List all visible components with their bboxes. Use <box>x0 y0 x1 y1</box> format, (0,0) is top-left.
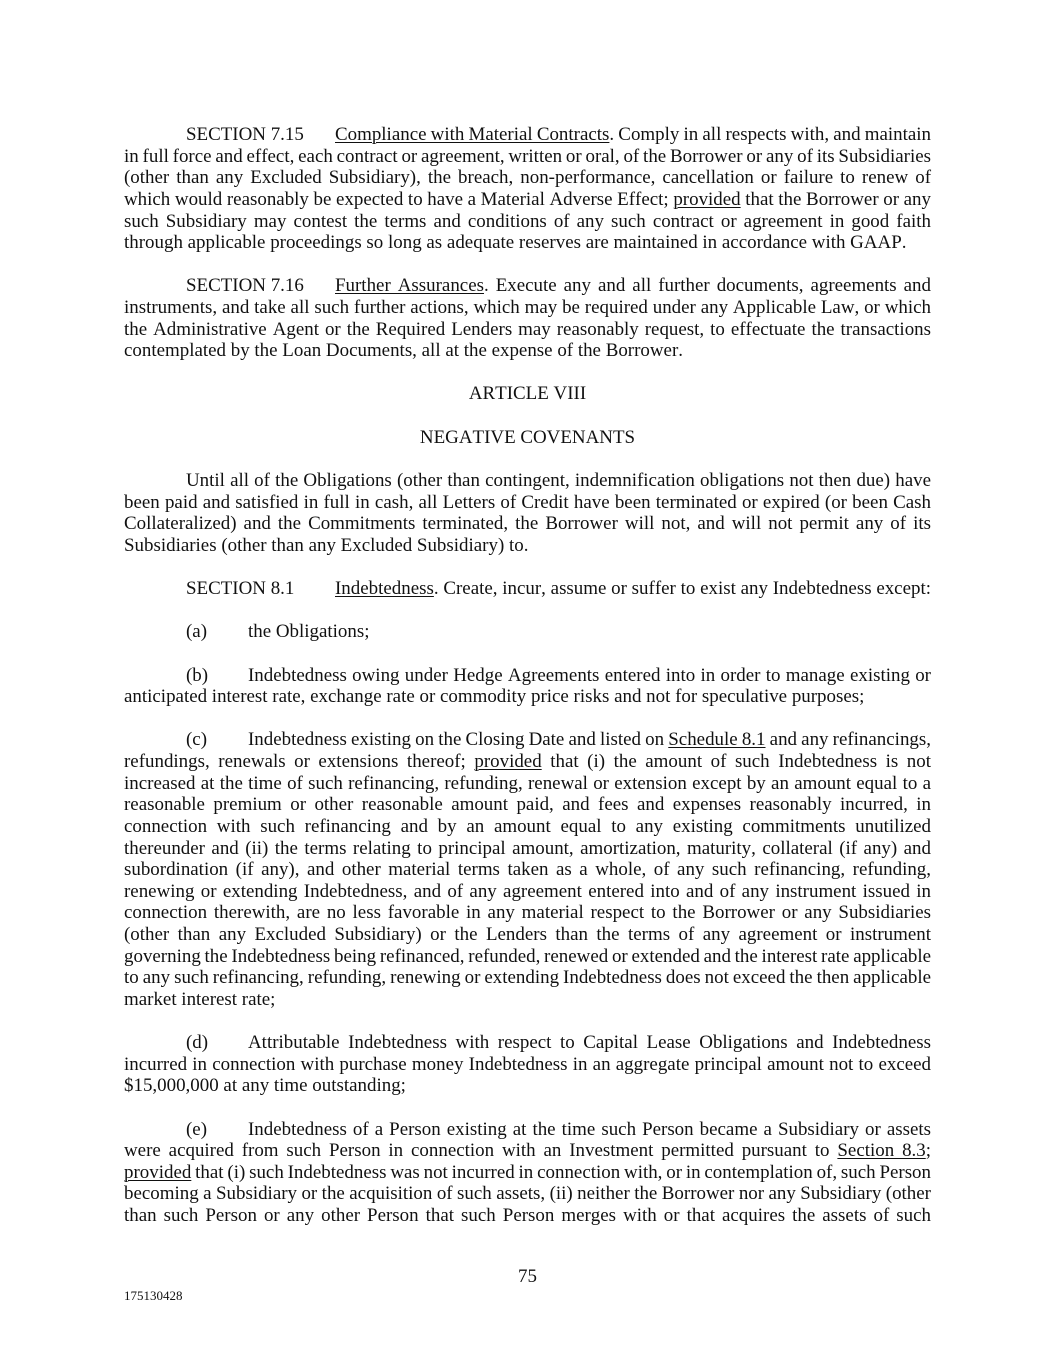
underlined-term: provided <box>673 188 741 210</box>
text-line <box>124 470 931 492</box>
line-text: Subsidiaries (other than any Excluded Subsidiary) to. <box>124 534 529 556</box>
text-line <box>124 751 931 773</box>
text-line <box>124 297 931 319</box>
document-page <box>124 124 931 1248</box>
line-text: contemplated by the Loan Documents, all at the expense of the Borrower. <box>124 340 683 362</box>
clause-c <box>124 729 931 1010</box>
text-line <box>124 1162 931 1184</box>
underlined-term: provided <box>474 751 542 772</box>
clause-a <box>124 621 931 643</box>
line-text: to any such refinancing, refunding, renewing or extending Indebtedness does not exceed the then applicable <box>124 967 931 989</box>
line-text: which would reasonably be expected to have a Material Adverse Effect; <box>124 188 674 210</box>
underlined-term: provided <box>124 1161 192 1183</box>
clause-label: (b) <box>186 664 209 686</box>
text-line <box>124 665 931 687</box>
line-text: the Administrative Agent or the Required Lenders may reasonably request, to effectuate the transactions <box>124 318 931 340</box>
text-line <box>124 513 931 535</box>
line-text: Indebtedness owing under Hedge Agreements entered into in order to manage existing or <box>248 664 931 686</box>
clause-label: (e) <box>186 1118 208 1140</box>
text-line <box>124 1140 931 1162</box>
text-line <box>124 211 931 233</box>
text-line <box>124 1054 931 1076</box>
text-line <box>124 578 931 600</box>
line-text: thereunder and (ii) the terms relating to principal amount, amortization, maturity, collateral (if any) and <box>124 837 931 859</box>
text-line <box>124 340 931 362</box>
section-8-1-paragraph <box>124 578 931 600</box>
line-text: the Obligations; <box>248 621 370 643</box>
line-text: (other than any Excluded Subsidiary), the breach, non-performance, cancellation or failure to renew of <box>124 167 931 189</box>
line-text: (other than any Excluded Subsidiary) or the Lenders than the terms of any agreement or instrument <box>124 924 931 945</box>
clause-label: (c) <box>186 729 208 751</box>
text-line <box>124 859 931 881</box>
line-text: subordination (if any), and other material terms taken as a whole, of any such refinancing, refunding, <box>124 859 931 881</box>
line-text: anticipated interest rate, exchange rate or commodity price risks and not for speculative purposes; <box>124 686 865 708</box>
text-line <box>124 881 931 903</box>
line-text: market interest rate; <box>124 988 276 1010</box>
section-7-16-paragraph <box>124 275 931 362</box>
line-text: incurred in connection with purchase money Indebtedness in an aggregate principal amount not to exceed <box>124 1053 931 1075</box>
line-text: Until all of the Obligations (other than contingent, indemnification obligations not then due) have <box>186 469 931 491</box>
line-text: Attributable Indebtedness with respect to Capital Lease Obligations and Indebtedness <box>248 1032 931 1054</box>
text-line <box>124 189 931 211</box>
document-id: 175130428 <box>124 1288 183 1303</box>
page-number: 75 <box>518 1266 537 1287</box>
line-text: . Execute any and all further documents, agreements and <box>483 275 931 297</box>
line-text: governing the Indebtedness being refinanced, refunded, renewed or extended and the interest rate applicable <box>124 945 931 967</box>
text-line <box>124 967 931 989</box>
article-title: NEGATIVE COVENANTS <box>419 426 636 448</box>
line-text: than such Person or any other Person that such Person merges with or that acquires the assets of such <box>124 1205 931 1227</box>
section-label: SECTION 7.16 <box>186 275 304 297</box>
text-line <box>124 902 931 924</box>
clause-d <box>124 1032 931 1097</box>
line-text: . Create, incur, assume or suffer to exist any Indebtedness except: <box>433 578 931 600</box>
text-line <box>124 167 931 189</box>
text-line <box>124 275 931 297</box>
line-text: that (i) the amount of such Indebtedness is not <box>541 751 931 772</box>
negative-covenants-intro <box>124 470 931 557</box>
text-line <box>124 1205 931 1227</box>
line-text: and any refinancings, <box>765 729 931 751</box>
line-text: Collateralized) and the Commitments terminated, the Borrower will not, and will not permit any of its <box>124 513 931 535</box>
section-heading: Indebtedness <box>335 578 434 600</box>
line-text: refundings, renewals or extensions thereof; <box>124 751 475 772</box>
clause-label: (d) <box>186 1032 209 1054</box>
text-line <box>124 124 931 146</box>
text-line <box>124 946 931 968</box>
line-text: $15,000,000 at any time outstanding; <box>124 1075 406 1097</box>
line-text: been paid and satisfied in full in cash, all Letters of Credit have been terminated or expired (or been Cash <box>124 491 931 513</box>
line-text: in full force and effect, each contract or agreement, written or oral, of the Borrower or any of its Subsidiaries <box>124 145 931 167</box>
line-text: renewing or extending Indebtedness, and of any agreement entered into and of any instrument issued in <box>124 880 931 902</box>
text-line <box>124 535 931 557</box>
line-text: instruments, and take all such further actions, which may be required under any Applicable Law, or which <box>124 296 931 318</box>
text-line <box>124 621 931 643</box>
clause-e <box>124 1119 931 1227</box>
clause-b <box>124 665 931 708</box>
line-text: that the Borrower or any <box>740 188 931 210</box>
section-heading: Compliance with Material Contracts <box>335 124 610 145</box>
line-text: becoming a Subsidiary or the acquisition of such assets, (ii) neither the Borrower nor any Subsidiary (other <box>124 1183 931 1205</box>
line-text: connection therewith, are no less favorable in any material respect to the Borrower or any Subsidiaries <box>124 902 931 924</box>
line-text: Indebtedness existing on the Closing Date and listed on <box>248 729 669 751</box>
text-line <box>124 729 931 751</box>
line-text: through applicable proceedings so long as adequate reserves are maintained in accordance with GAAP. <box>124 232 907 254</box>
text-line <box>124 232 931 254</box>
text-line <box>124 1032 931 1054</box>
text-line <box>124 924 931 946</box>
article-number: ARTICLE VIII <box>468 383 587 405</box>
text-line <box>124 686 931 708</box>
text-line <box>124 492 931 514</box>
text-line <box>124 816 931 838</box>
text-line <box>124 1075 931 1097</box>
line-text: were acquired from such Person in connection with an Investment permitted pursuant to <box>124 1140 838 1162</box>
text-line <box>124 146 931 168</box>
text-line <box>124 838 931 860</box>
line-text: reasonable premium or other reasonable amount paid, and fees and expenses reasonably incurred, in <box>124 794 931 816</box>
text-line <box>124 773 931 795</box>
text-line <box>124 1183 931 1205</box>
line-text: that (i) such Indebtedness was not incurred in connection with, or in contemplation of, such Person <box>191 1161 931 1183</box>
clause-label: (a) <box>186 621 208 643</box>
section-label: SECTION 8.1 <box>186 578 295 600</box>
text-line <box>124 1119 931 1141</box>
line-text: ; <box>925 1140 932 1162</box>
line-text: such Subsidiary may contest the terms and conditions of any such contract or agreement in good faith <box>124 210 931 232</box>
text-line <box>124 794 931 816</box>
underlined-term: Schedule 8.1 <box>668 729 766 751</box>
section-label: SECTION 7.15 <box>186 124 304 145</box>
line-text: connection with such refinancing and by an amount equal to any existing commitments unutilized <box>124 815 931 837</box>
section-7-15-paragraph <box>124 124 931 254</box>
section-heading: Further Assurances <box>335 275 484 297</box>
text-line <box>124 319 931 341</box>
underlined-term: Section 8.3 <box>837 1140 926 1162</box>
line-text: . Comply in all respects with, and maintain <box>609 124 931 145</box>
text-line <box>124 989 931 1011</box>
line-text: Indebtedness of a Person existing at the time such Person became a Subsidiary or assets <box>248 1118 931 1140</box>
line-text: increased at the time of such refinancing, refunding, renewal or extension except by an amount equal to a <box>124 772 931 794</box>
